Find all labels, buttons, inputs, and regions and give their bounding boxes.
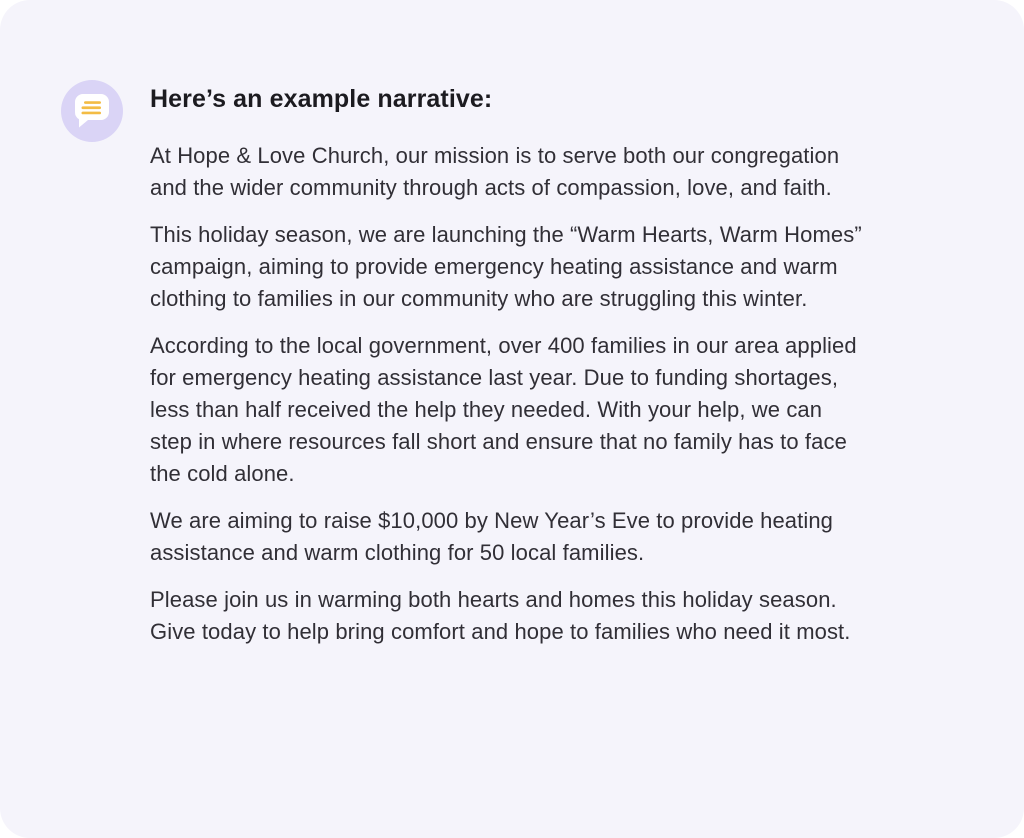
narrative-heading: Here’s an example narrative:	[150, 85, 493, 113]
speech-bubble-shape	[75, 94, 109, 128]
narrative-paragraph-5: Please join us in warming both hearts and homes this holiday season. Give today to help bring comfort and hope to families who need it most.	[150, 587, 851, 644]
narrative-paragraph-2: This holiday season, we are launching the “Warm Hearts, Warm Homes” campaign, aiming to provide emergency heating assistance and warm clothing to families in our community who are struggling this winter.	[150, 222, 862, 311]
bubble-text-line	[84, 101, 101, 104]
narrative-paragraph-1: At Hope & Love Church, our mission is to serve both our congregation and the wider community through acts of compassion, love, and faith.	[150, 143, 840, 200]
chat-bubble-icon	[61, 80, 123, 142]
narrative-paragraph-3: According to the local government, over 400 families in our area applied for emergency heating assistance last year. Due to funding shortages, less than half received the help they needed. With your help, we can step in where resources fall short and ensure that no family has to face the cold alone.	[150, 333, 857, 486]
narrative-paragraph-4: We are aiming to raise $10,000 by New Year’s Eve to provide heating assistance and warm clothing for 50 local families.	[150, 508, 834, 565]
bubble-text-line	[82, 106, 102, 109]
bubble-text-line	[82, 112, 102, 115]
narrative-content	[150, 84, 862, 648]
